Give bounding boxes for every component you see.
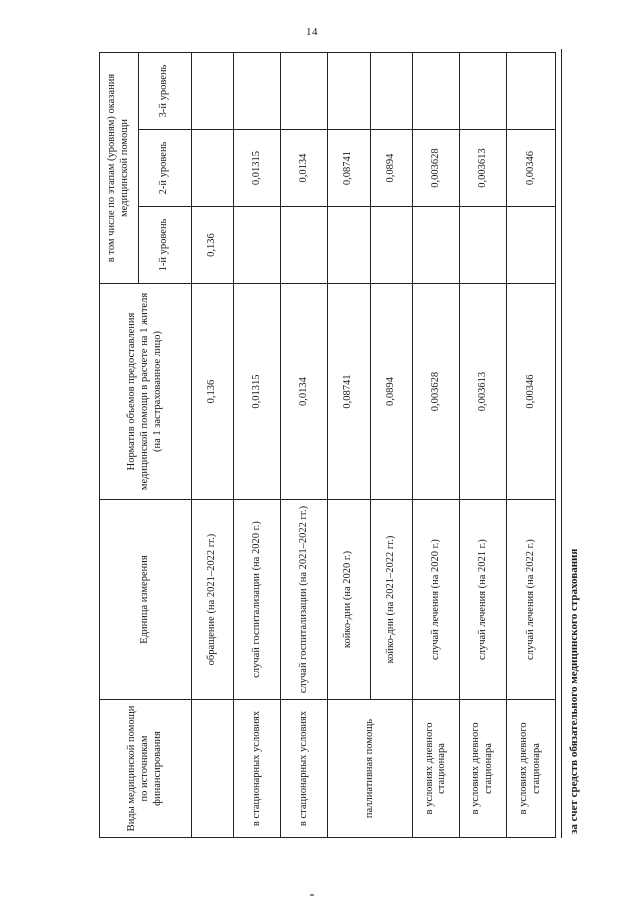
row-level-3 [413, 53, 460, 130]
row-level-3 [327, 53, 370, 130]
header-row-1 [100, 53, 139, 838]
row-kind: в стационарных условиях [234, 700, 281, 838]
row-kind: в условиях дневного стационара [413, 700, 460, 838]
row-kind [191, 700, 234, 838]
header-levels-group: в том числе по этапам (уровням) оказания медицинской помощи [100, 53, 139, 284]
row-level-1 [234, 207, 281, 284]
row-unit: случай госпитализации (на 2021–2022 гг.) [281, 500, 328, 700]
row-kind: паллиативная помощь [327, 700, 413, 838]
scan-mark [310, 894, 314, 896]
rotated-table-block [99, 53, 589, 838]
row-norm: 0,003628 [413, 284, 460, 500]
row-level-1: 0,136 [191, 207, 234, 284]
row-level-3 [234, 53, 281, 130]
table-row [281, 53, 328, 838]
row-level-2: 0,003628 [413, 130, 460, 207]
table-row [460, 53, 507, 838]
header-kind: Виды медицинской помощи по источникам финансирования [100, 700, 192, 838]
header-level-2: 2-й уровень [138, 130, 191, 207]
row-level-3 [460, 53, 507, 130]
row-kind: в стационарных условиях [281, 700, 328, 838]
row-unit: случай лечения (на 2022 г.) [507, 500, 556, 700]
row-level-1 [370, 207, 413, 284]
row-unit: койко-дни (на 2020 г.) [327, 500, 370, 700]
table-row [191, 53, 234, 838]
row-level-1 [460, 207, 507, 284]
row-norm: 0,08741 [327, 284, 370, 500]
row-norm: 0,003613 [460, 284, 507, 500]
row-level-3 [191, 53, 234, 130]
row-norm: 0,0134 [281, 284, 328, 500]
table-row [413, 53, 460, 838]
row-unit: случай лечения (на 2021 г.) [460, 500, 507, 700]
row-level-1 [327, 207, 370, 284]
row-level-2: 0,08741 [327, 130, 370, 207]
section-note: за счет средств обязательного медицинского страхования [561, 49, 580, 838]
row-level-3 [370, 53, 413, 130]
row-norm: 0,136 [191, 284, 234, 500]
row-level-2 [191, 130, 234, 207]
row-unit: койко-дни (на 2021–2022 гг.) [370, 500, 413, 700]
header-unit: Единица измерения [100, 500, 192, 700]
table-row [234, 53, 281, 838]
row-level-1 [507, 207, 556, 284]
row-norm: 0,01315 [234, 284, 281, 500]
header-level-1: 1-й уровень [138, 207, 191, 284]
row-level-3 [507, 53, 556, 130]
row-unit: случай госпитализации (на 2020 г.) [234, 500, 281, 700]
row-level-2: 0,003613 [460, 130, 507, 207]
row-norm: 0,0894 [370, 284, 413, 500]
row-level-2: 0,01315 [234, 130, 281, 207]
row-kind: в условиях дневного стационара [507, 700, 556, 838]
row-unit: обращение (на 2021–2022 гг.) [191, 500, 234, 700]
medical-care-norms-table [99, 52, 556, 838]
row-norm: 0,00346 [507, 284, 556, 500]
row-level-3 [281, 53, 328, 130]
row-unit: случай лечения (на 2020 г.) [413, 500, 460, 700]
row-level-1 [281, 207, 328, 284]
row-level-2: 0,0894 [370, 130, 413, 207]
header-level-3: 3-й уровень [138, 53, 191, 130]
row-kind: в условиях дневного стационара [460, 700, 507, 838]
header-norm: Норматив объемов предоставления медицинской помощи в расчете на 1 жителя (на 1 застрахованное лицо) [100, 284, 192, 500]
page-number: 14 [306, 26, 318, 38]
row-level-2: 0,00346 [507, 130, 556, 207]
table-row [507, 53, 556, 838]
row-level-2: 0,0134 [281, 130, 328, 207]
row-level-1 [413, 207, 460, 284]
table-row [327, 53, 370, 838]
